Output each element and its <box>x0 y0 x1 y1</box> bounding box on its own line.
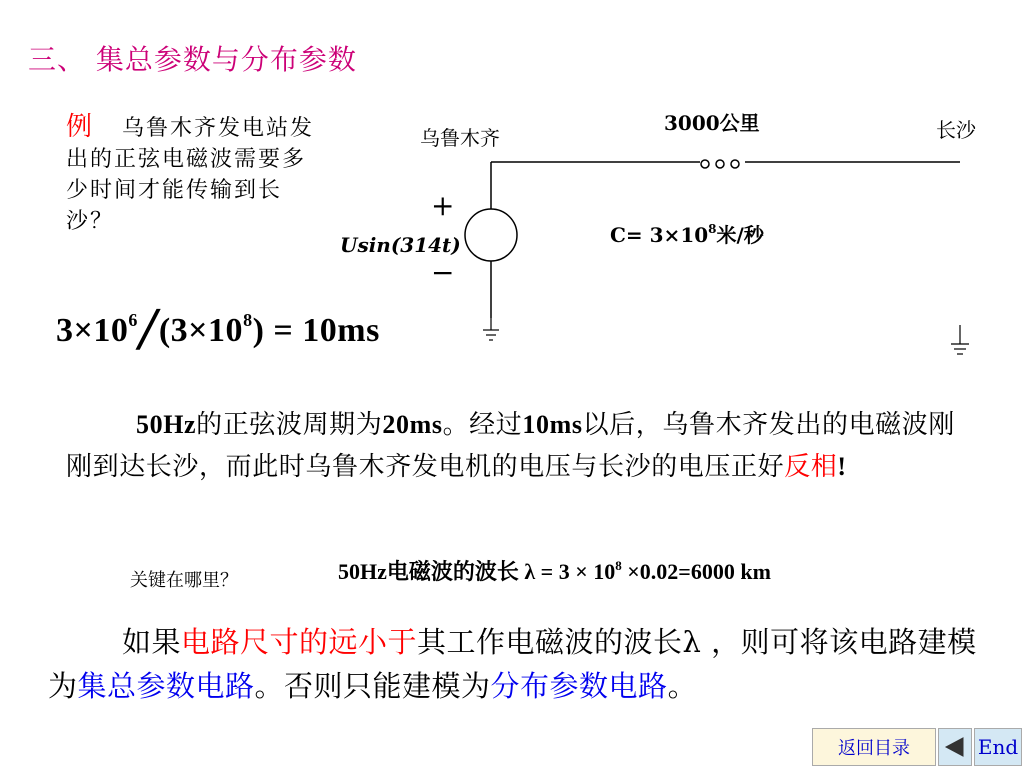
source-voltage-label: Usin(314t) <box>340 233 461 257</box>
example-tag: 例 <box>66 112 93 142</box>
ellipsis-dot <box>701 160 709 168</box>
ac-source-icon <box>465 209 517 261</box>
ground-icon <box>483 318 499 340</box>
end-button[interactable]: End <box>974 728 1022 766</box>
plus-sign: + <box>431 189 455 222</box>
back-to-contents-button[interactable]: 返回目录 <box>812 728 936 766</box>
explanation-paragraph: 50Hz的正弦波周期为20ms。经过10ms以后，乌鲁木齐发出的电磁波刚刚到达长沙，而此时乌鲁木齐发电机的电压与长沙的电压正好反相! <box>66 410 955 482</box>
lumped-circuit-highlight: 集总参数电路 <box>77 669 255 703</box>
source-city-label: 乌鲁木齐 <box>420 126 500 150</box>
previous-button[interactable] <box>938 728 972 766</box>
antiphase-highlight: 反相 <box>784 452 838 482</box>
distance-label: 3000公里 <box>664 111 760 135</box>
conclusion-paragraph: 如果电路尺寸的远小于其工作电磁波的波长λ ，则可将该电路建模为集总参数电路。否则只能建模为分布参数电路。 <box>48 625 977 703</box>
delay-formula: $3\times 10^6╱(3\times 10^8) = 10ms$ <box>56 310 380 349</box>
speed-label: $C= 3\times 10^8$米/秒 <box>610 222 764 247</box>
ellipsis-dot <box>731 160 739 168</box>
distributed-circuit-highlight: 分布参数电路 <box>490 669 668 703</box>
ground-icon <box>951 325 969 354</box>
wavelength-formula: 50Hz电磁波的波长 $\lambda = 3 \times 10^8 \times 0.02=6000$ km <box>338 558 771 584</box>
slide-title: 三、 集总参数与分布参数 <box>28 43 357 76</box>
minus-sign: − <box>431 256 455 289</box>
triangle-left-icon <box>943 736 967 758</box>
size-condition-highlight: 电路尺寸的远小于 <box>181 625 418 659</box>
example-text: 乌鲁木齐发电站发出的正弦电磁波需要多少时间才能传输到长沙？ <box>66 116 315 234</box>
dest-city-label: 长沙 <box>936 118 976 142</box>
key-question: 关键在哪里？ <box>130 570 238 591</box>
ellipsis-dot <box>716 160 724 168</box>
